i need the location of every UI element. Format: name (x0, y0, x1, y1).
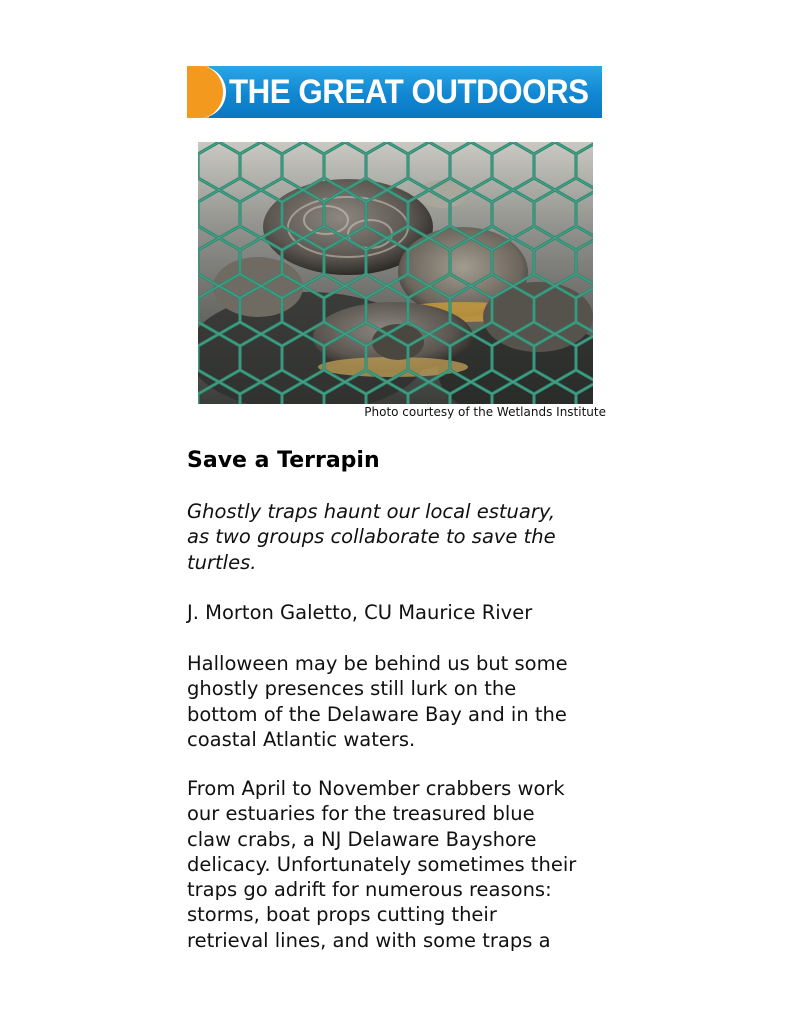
banner-title: THE GREAT OUTDOORS (229, 73, 589, 111)
paragraph-line: retrieval lines, and with some traps a (187, 928, 551, 952)
article-title: Save a Terrapin (187, 448, 380, 473)
terrapin-photo (198, 142, 593, 404)
paragraph-line: claw crabs, a NJ Delaware Bayshore (187, 827, 537, 851)
article-subtitle (187, 499, 617, 575)
article-paragraph (187, 776, 617, 953)
orange-crescent-logo (187, 66, 209, 118)
section-banner (187, 66, 602, 118)
paragraph-line: coastal Atlantic waters. (187, 727, 416, 751)
paragraph-line: storms, boat props cutting their (187, 903, 497, 927)
article-paragraph (187, 651, 617, 752)
photo-caption: Photo courtesy of the Wetlands Institute (364, 405, 606, 419)
paragraph-line: traps go adrift for numerous reasons: (187, 878, 552, 902)
article-author: J. Morton Galetto, CU Maurice River (187, 601, 533, 624)
paragraph-line: delicacy. Unfortunately sometimes their (187, 852, 577, 876)
paragraph-line: our estuaries for the treasured blue (187, 802, 535, 826)
subtitle-line: Ghostly traps haunt our local estuary, (187, 500, 556, 523)
paragraph-line: From April to November crabbers work (187, 777, 565, 800)
paragraph-line: bottom of the Delaware Bay and in the (187, 702, 567, 726)
paragraph-line: ghostly presences still lurk on the (187, 677, 517, 701)
subtitle-line: as two groups collaborate to save the (187, 525, 556, 549)
subtitle-line: turtles. (187, 550, 257, 574)
paragraph-line: Halloween may be behind us but some (187, 652, 568, 675)
